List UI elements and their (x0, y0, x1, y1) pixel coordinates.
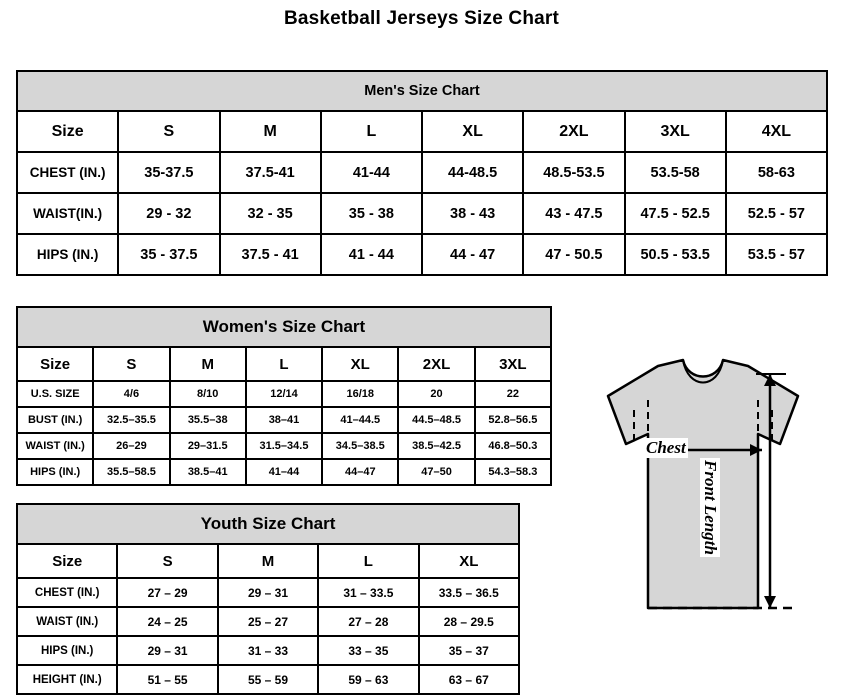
column-header-size: Size (17, 111, 118, 152)
cell-hips-s: 29 – 31 (117, 636, 217, 665)
cell-us-size-s: 4/6 (93, 381, 169, 407)
womens-size-chart-table (16, 306, 552, 486)
table-row (17, 193, 827, 234)
cell-height-xl: 63 – 67 (419, 665, 519, 694)
cell-chest-s: 35-37.5 (118, 152, 219, 193)
cell-waist-xl: 28 – 29.5 (419, 607, 519, 636)
column-header-xl: XL (422, 111, 523, 152)
cell-us-size-m: 8/10 (170, 381, 246, 407)
cell-hips-2xl: 47 - 50.5 (523, 234, 624, 275)
cell-bust-xl: 41–44.5 (322, 407, 398, 433)
cell-waist-m: 25 – 27 (218, 607, 318, 636)
cell-bust-m: 35.5–38 (170, 407, 246, 433)
column-header-3xl: 3XL (625, 111, 726, 152)
cell-hips-l: 33 – 35 (318, 636, 418, 665)
column-header-m: M (220, 111, 321, 152)
column-header-s: S (93, 347, 169, 381)
row-label-us-size: U.S. SIZE (17, 381, 93, 407)
row-label-bust: BUST (IN.) (17, 407, 93, 433)
cell-waist-xl: 38 - 43 (422, 193, 523, 234)
row-label-hips: HIPS (IN.) (17, 234, 118, 275)
cell-waist-3xl: 46.8–50.3 (475, 433, 551, 459)
table-row (17, 607, 519, 636)
cell-hips-3xl: 50.5 - 53.5 (625, 234, 726, 275)
cell-chest-s: 27 – 29 (117, 578, 217, 607)
cell-hips-m: 38.5–41 (170, 459, 246, 485)
cell-us-size-xl: 16/18 (322, 381, 398, 407)
cell-hips-l: 41 - 44 (321, 234, 422, 275)
cell-us-size-2xl: 20 (398, 381, 474, 407)
cell-height-m: 55 – 59 (218, 665, 318, 694)
row-label-chest: CHEST (IN.) (17, 152, 118, 193)
page-title: Basketball Jerseys Size Chart (283, 8, 560, 29)
cell-chest-xl: 33.5 – 36.5 (419, 578, 519, 607)
cell-chest-xl: 44-48.5 (422, 152, 523, 193)
row-label-waist: WAIST (IN.) (17, 607, 117, 636)
cell-waist-xl: 34.5–38.5 (322, 433, 398, 459)
cell-waist-l: 31.5–34.5 (246, 433, 322, 459)
column-header-s: S (117, 544, 217, 578)
cell-hips-s: 35.5–58.5 (93, 459, 169, 485)
cell-chest-4xl: 58-63 (726, 152, 827, 193)
cell-waist-2xl: 38.5–42.5 (398, 433, 474, 459)
cell-chest-l: 41-44 (321, 152, 422, 193)
table-row (17, 459, 551, 485)
row-label-chest: CHEST (IN.) (17, 578, 117, 607)
youth-size-chart-table (16, 503, 520, 695)
table-row (17, 578, 519, 607)
column-header-m: M (218, 544, 318, 578)
cell-hips-3xl: 54.3–58.3 (475, 459, 551, 485)
cell-hips-m: 37.5 - 41 (220, 234, 321, 275)
cell-bust-s: 32.5–35.5 (93, 407, 169, 433)
front-length-measure-label: Front Length (701, 460, 720, 555)
cell-hips-4xl: 53.5 - 57 (726, 234, 827, 275)
row-label-hips: HIPS (IN.) (17, 636, 117, 665)
jersey-illustration-icon (548, 338, 838, 678)
table-row (17, 381, 551, 407)
cell-waist-l: 27 – 28 (318, 607, 418, 636)
column-header-3xl: 3XL (475, 347, 551, 381)
cell-chest-2xl: 48.5-53.5 (523, 152, 624, 193)
cell-bust-3xl: 52.8–56.5 (475, 407, 551, 433)
cell-chest-m: 29 – 31 (218, 578, 318, 607)
column-header-size: Size (17, 544, 117, 578)
table-header-row (17, 347, 551, 381)
cell-bust-l: 38–41 (246, 407, 322, 433)
cell-waist-2xl: 43 - 47.5 (523, 193, 624, 234)
cell-hips-xl: 35 – 37 (419, 636, 519, 665)
column-header-2xl: 2XL (398, 347, 474, 381)
cell-waist-s: 26–29 (93, 433, 169, 459)
cell-hips-s: 35 - 37.5 (118, 234, 219, 275)
column-header-4xl: 4XL (726, 111, 827, 152)
column-header-l: L (246, 347, 322, 381)
cell-waist-s: 29 - 32 (118, 193, 219, 234)
row-label-height: HEIGHT (IN.) (17, 665, 117, 694)
table-row (17, 234, 827, 275)
cell-height-l: 59 – 63 (318, 665, 418, 694)
chest-measure-label: Chest (646, 438, 686, 457)
row-label-waist: WAIST (IN.) (17, 433, 93, 459)
cell-height-s: 51 – 55 (117, 665, 217, 694)
youth-chart-caption: Youth Size Chart (17, 504, 519, 544)
table-header-row (17, 111, 827, 152)
table-row (17, 665, 519, 694)
column-header-s: S (118, 111, 219, 152)
column-header-xl: XL (322, 347, 398, 381)
cell-waist-3xl: 47.5 - 52.5 (625, 193, 726, 234)
cell-us-size-3xl: 22 (475, 381, 551, 407)
cell-hips-l: 41–44 (246, 459, 322, 485)
column-header-size: Size (17, 347, 93, 381)
table-caption-row (17, 307, 551, 347)
mens-size-chart-table (16, 70, 828, 276)
cell-waist-m: 29–31.5 (170, 433, 246, 459)
cell-hips-m: 31 – 33 (218, 636, 318, 665)
column-header-l: L (318, 544, 418, 578)
table-caption-row (17, 71, 827, 111)
table-caption-row (17, 504, 519, 544)
column-header-xl: XL (419, 544, 519, 578)
cell-chest-l: 31 – 33.5 (318, 578, 418, 607)
cell-waist-l: 35 - 38 (321, 193, 422, 234)
table-row (17, 433, 551, 459)
cell-hips-2xl: 47–50 (398, 459, 474, 485)
cell-waist-m: 32 - 35 (220, 193, 321, 234)
mens-chart-caption: Men's Size Chart (17, 71, 827, 111)
cell-chest-3xl: 53.5-58 (625, 152, 726, 193)
column-header-2xl: 2XL (523, 111, 624, 152)
cell-waist-s: 24 – 25 (117, 607, 217, 636)
cell-bust-2xl: 44.5–48.5 (398, 407, 474, 433)
row-label-hips: HIPS (IN.) (17, 459, 93, 485)
column-header-l: L (321, 111, 422, 152)
jersey-measurement-diagram (548, 338, 838, 678)
womens-chart-caption: Women's Size Chart (17, 307, 551, 347)
row-label-waist: WAIST(IN.) (17, 193, 118, 234)
cell-hips-xl: 44 - 47 (422, 234, 523, 275)
table-header-row (17, 544, 519, 578)
table-row (17, 407, 551, 433)
cell-waist-4xl: 52.5 - 57 (726, 193, 827, 234)
cell-chest-m: 37.5-41 (220, 152, 321, 193)
table-row (17, 636, 519, 665)
column-header-m: M (170, 347, 246, 381)
table-row (17, 152, 827, 193)
cell-hips-xl: 44–47 (322, 459, 398, 485)
cell-us-size-l: 12/14 (246, 381, 322, 407)
